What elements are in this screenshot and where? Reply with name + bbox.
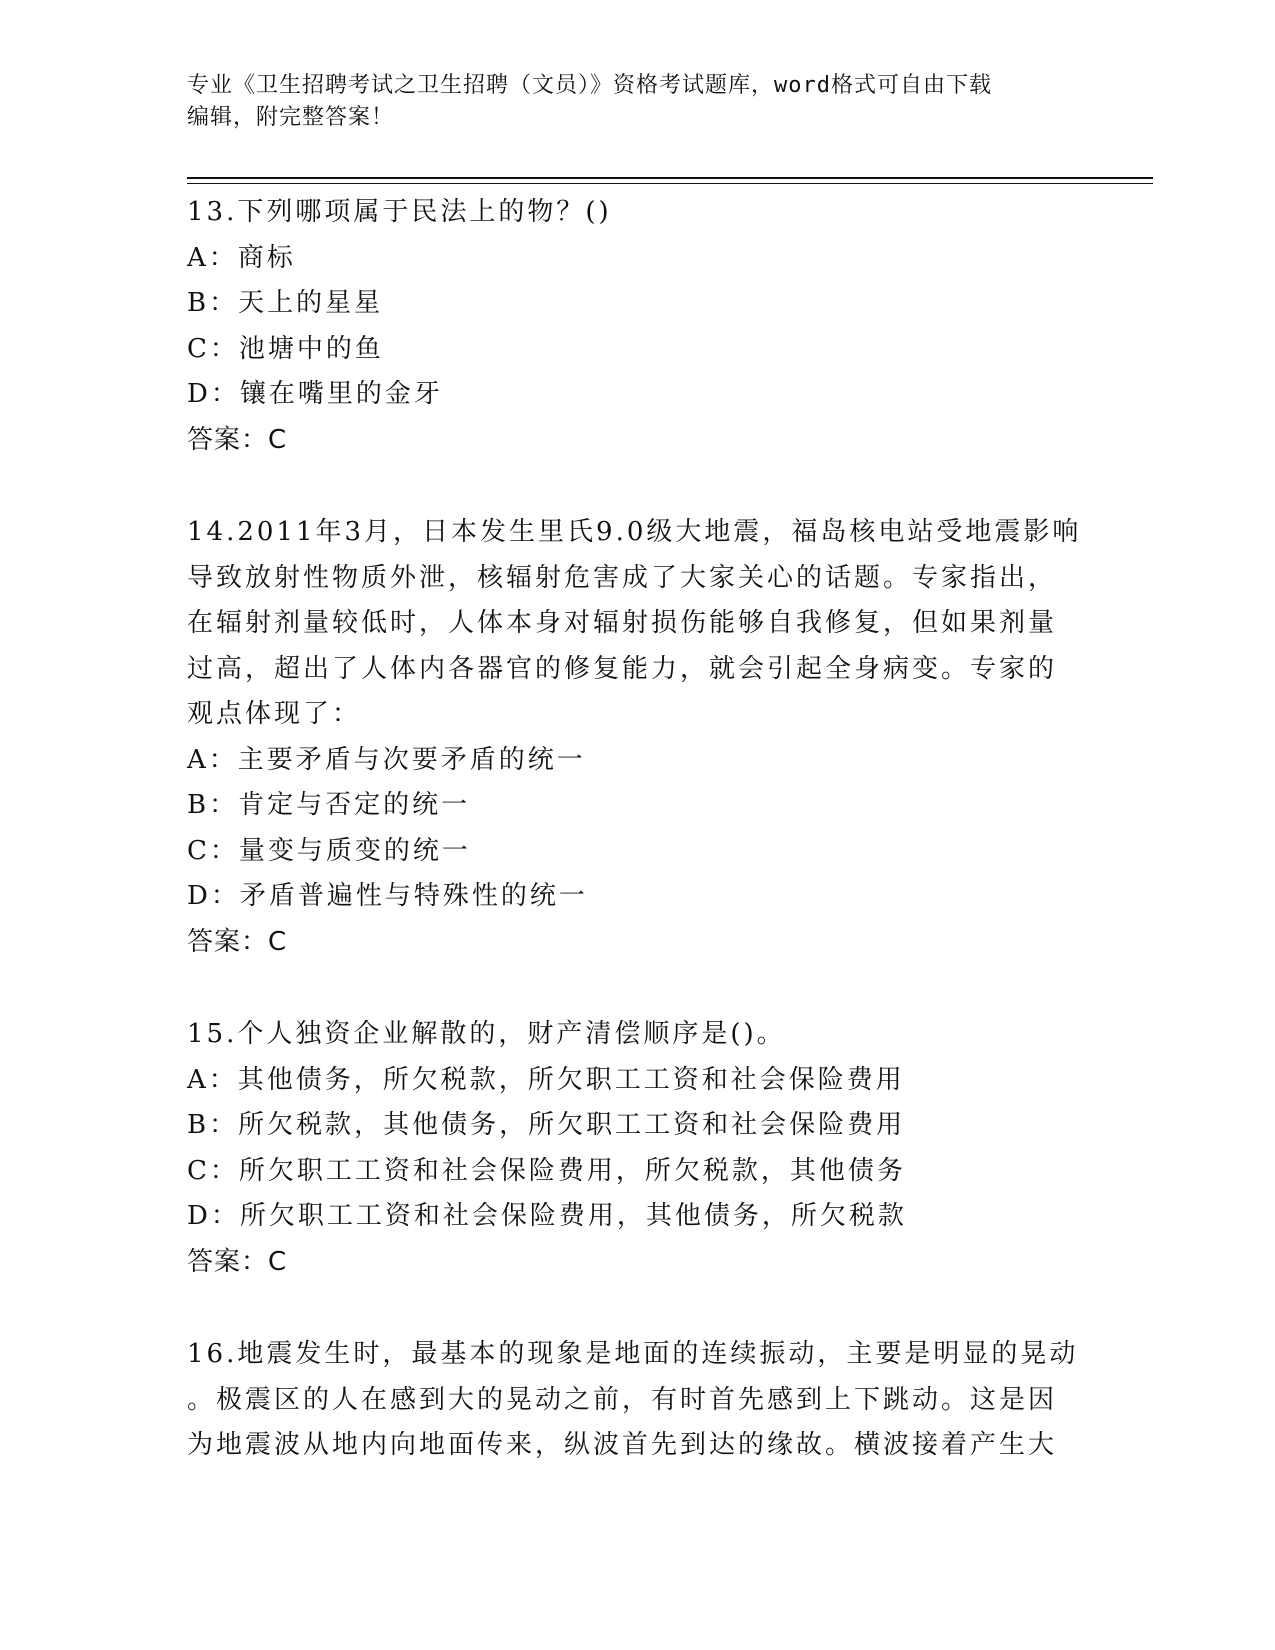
question-text-line-1: 16.地震发生时，最基本的现象是地面的连续振动，主要是明显的晃动 <box>187 1339 1079 1369</box>
question-text-line-4: 过高，超出了人体内各器官的修复能力，就会引起全身病变。专家的 <box>187 653 1058 684</box>
option-c: C：池塘中的鱼 <box>187 333 384 364</box>
question-text-line-2: 导致放射性物质外泄，核辐射危害成了大家关心的话题。专家指出， <box>187 562 1058 593</box>
option-d: D：镶在嘴里的金牙 <box>187 379 443 409</box>
question-list <box>187 190 1087 1469</box>
header-divider-thin <box>187 183 1153 184</box>
option-b: B：所欠税款，其他债务，所欠职工工资和社会保险费用 <box>187 1110 906 1140</box>
option-b: B：肯定与否定的统一 <box>187 790 471 820</box>
option-b: B：天上的星星 <box>187 288 384 318</box>
question-text-line-3: 在辐射剂量较低时，人体本身对辐射损伤能够自我修复，但如果剂量 <box>187 608 1058 638</box>
question-text: 15.个人独资企业解散的，财产清偿顺序是()。 <box>187 1019 786 1049</box>
option-d: D：矛盾普遍性与特殊性的统一 <box>187 881 588 911</box>
header-line-2: 编辑，附完整答案！ <box>187 105 395 130</box>
question-14 <box>187 510 1087 965</box>
question-text-line-2: 。极震区的人在感到大的晃动之前，有时首先感到上下跳动。这是因 <box>187 1384 1058 1415</box>
question-text-line-5: 观点体现了： <box>187 699 362 729</box>
question-spacer <box>187 965 1087 1012</box>
option-d: D：所欠职工工资和社会保险费用，其他债务，所欠税款 <box>187 1201 907 1231</box>
question-15 <box>187 1012 1087 1285</box>
question-spacer <box>187 463 1087 510</box>
question-16 <box>187 1332 1087 1469</box>
header-divider-thick <box>187 177 1153 179</box>
option-c: C：量变与质变的统一 <box>187 835 471 866</box>
option-a: A：商标 <box>187 242 296 273</box>
question-text-line-3: 为地震波从地内向地面传来，纵波首先到达的缘故。横波接着产生大 <box>187 1430 1058 1460</box>
question-text: 13.下列哪项属于民法上的物？() <box>187 197 612 227</box>
option-a: A：主要矛盾与次要矛盾的统一 <box>187 744 586 775</box>
document-header <box>187 70 1087 134</box>
answer: 答案：C <box>187 926 288 957</box>
question-13 <box>187 190 1087 463</box>
answer: 答案：C <box>187 1246 288 1277</box>
header-line-1: 专业《卫生招聘考试之卫生招聘（文员）》资格考试题库，word格式可自由下载 <box>187 73 992 98</box>
option-a: A：其他债务，所欠税款，所欠职工工资和社会保险费用 <box>187 1064 905 1095</box>
option-c: C：所欠职工工资和社会保险费用，所欠税款，其他债务 <box>187 1155 906 1186</box>
question-text-line-1: 14.2011年3月，日本发生里氏9.0级大地震，福岛核电站受地震影响 <box>187 517 1082 547</box>
answer: 答案：C <box>187 424 288 455</box>
question-spacer <box>187 1285 1087 1332</box>
